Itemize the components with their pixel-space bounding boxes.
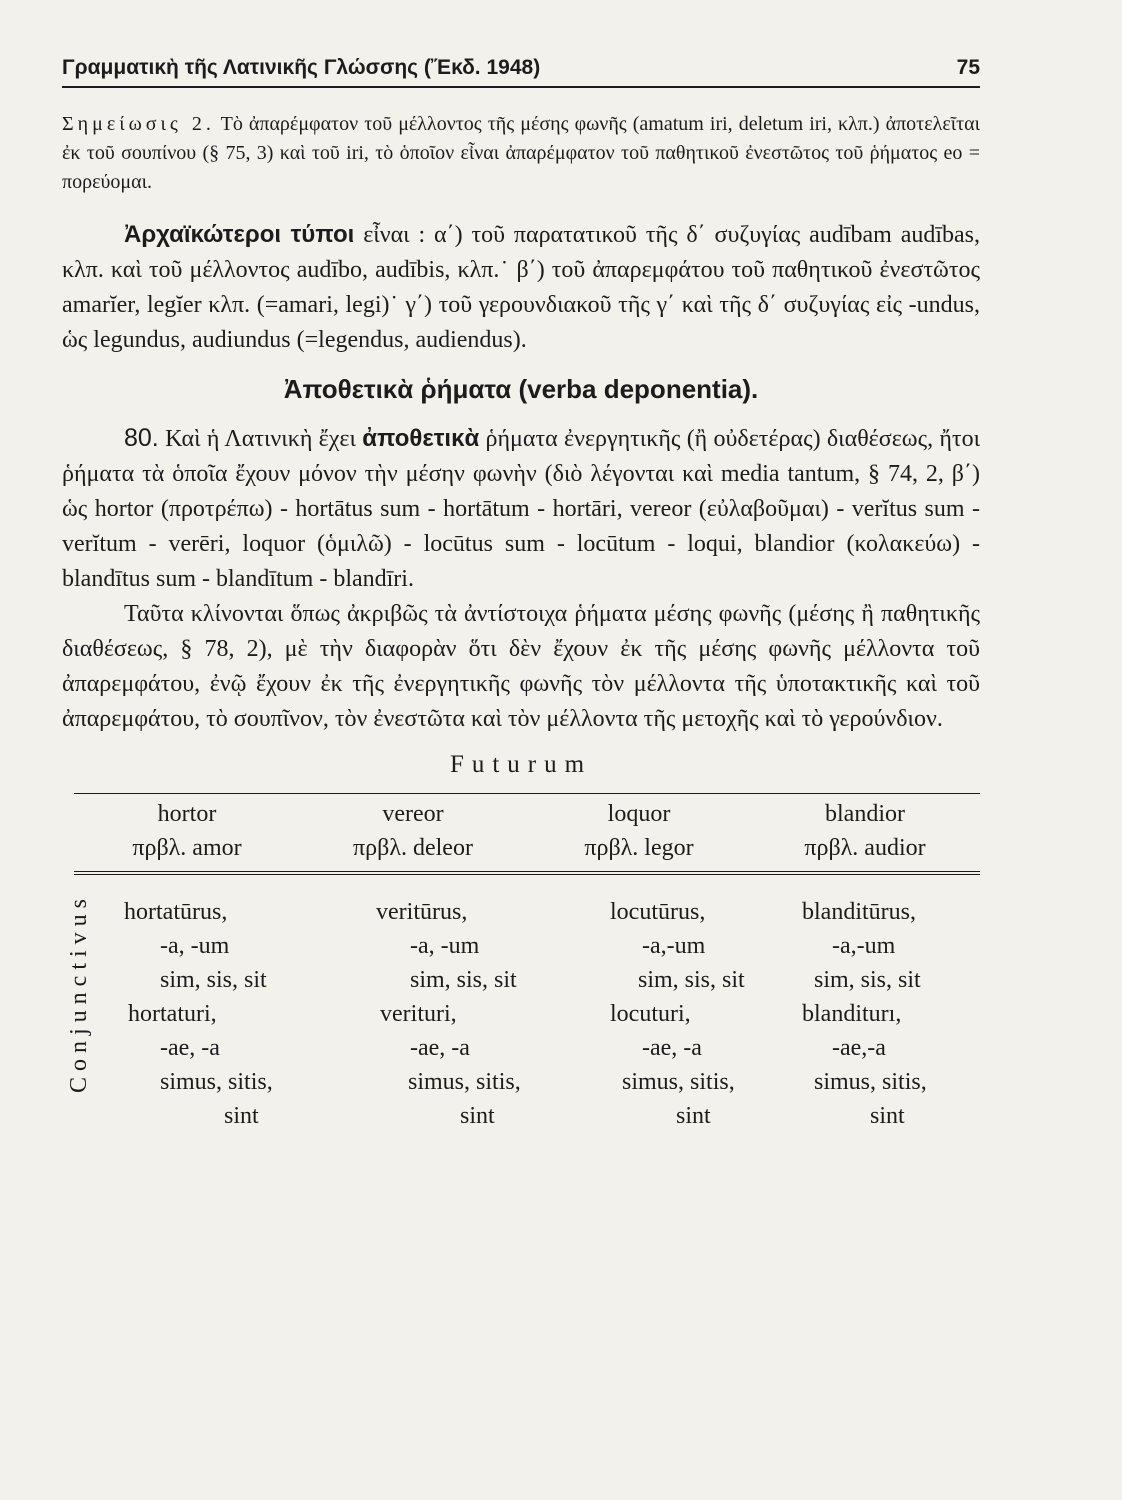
table-cell: blanditurı, bbox=[802, 1001, 902, 1027]
para80-pre: Καὶ ἡ Λατινικὴ ἔχει bbox=[165, 426, 356, 452]
page bbox=[62, 56, 980, 1133]
table-cell: -a,-um bbox=[642, 933, 706, 959]
table-header-compare bbox=[74, 831, 980, 865]
note-label: Σημείωσις 2. bbox=[62, 113, 215, 135]
table-cell: sint bbox=[224, 1103, 259, 1129]
para80-bold-term: ἀποθετικὰ bbox=[362, 425, 480, 452]
inflection-text: Ταῦτα κλίνονται ὅπως ἀκριβῶς τὰ ἀντίστοιχα ῥήματα μέσης φωνῆς (μέσης ἢ παθητικῆς διαθέσεως, § 78, 2), μὲ τὴν διαφορὰν ὅτι δὲν ἔχουν ἐκ τῆς μέσης φωνῆς μέλλοντα τοῦ ἀπαρεμφάτου, ἐνῷ ἔχουν ἐκ τῆς ἐνεργητικῆς φωνῆς τὸν μέλλοντα τῆς ὑποτακτικῆς καὶ τοῦ ἀπαρεμφάτου, τὸ σουπῖνον, τὸν ἐνεστῶτα καὶ τὸν μέλλοντα τῆς μετοχῆς καὶ τὸ γερούνδιον. bbox=[62, 601, 980, 732]
table-top-rule bbox=[74, 793, 980, 794]
header-compare: πρβλ. deleor bbox=[353, 835, 473, 861]
table-cell: -ae, -a bbox=[642, 1035, 702, 1061]
table-cell: sim, sis, sit bbox=[638, 967, 745, 993]
header-compare: πρβλ. audior bbox=[804, 835, 926, 861]
table-cell: -a, -um bbox=[160, 933, 230, 959]
table-cell: -ae, -a bbox=[410, 1035, 470, 1061]
side-label-conjunctivus: Conjunctivus bbox=[66, 892, 92, 1093]
table-cell: verituri, bbox=[380, 1001, 457, 1027]
table-cell: hortaturi, bbox=[128, 1001, 217, 1027]
table-cell: simus, sitis, bbox=[160, 1069, 273, 1095]
table-cell: sint bbox=[460, 1103, 495, 1129]
note-paragraph bbox=[62, 110, 980, 197]
paragraph-80 bbox=[62, 421, 980, 597]
note-text: Τὸ ἀπαρέμφατον τοῦ μέλλοντος τῆς μέσης φωνῆς (amatum iri, deletum iri, κλπ.) ἀποτελεῖται ἐκ τοῦ σουπίνου (§ 75, 3) καὶ τοῦ iri, τὸ ὁποῖον εἶναι ἀπαρέμφατον τοῦ παθητικοῦ ἐνεστῶτος τοῦ ῥήματος eo = πορεύομαι. bbox=[62, 113, 980, 193]
table-cell: locutūrus, bbox=[610, 899, 706, 925]
table-cell: -a, -um bbox=[410, 933, 480, 959]
table-cell: -a,-um bbox=[832, 933, 896, 959]
table-cell: -ae, -a bbox=[160, 1035, 220, 1061]
archaic-forms-paragraph bbox=[62, 217, 980, 358]
header-compare: πρβλ. amor bbox=[132, 835, 242, 861]
table-cell: sim, sis, sit bbox=[410, 967, 517, 993]
futurum-table bbox=[62, 793, 980, 1133]
header-title: Γραμματικὴ τῆς Λατινικῆς Γλώσσης (Ἔκδ. 1948) bbox=[62, 56, 541, 79]
table-cell: simus, sitis, bbox=[622, 1069, 735, 1095]
header-verb: loquor bbox=[607, 801, 671, 827]
paragraph-number: 80. bbox=[124, 424, 159, 452]
running-header bbox=[62, 56, 980, 88]
table-cell: simus, sitis, bbox=[814, 1069, 927, 1095]
table-cell: sint bbox=[676, 1103, 711, 1129]
futurum-title: Futurum bbox=[449, 751, 593, 778]
header-verb: hortor bbox=[157, 801, 217, 827]
table-cell: locuturi, bbox=[610, 1001, 691, 1027]
table-cell: sim, sis, sit bbox=[814, 967, 921, 993]
inflection-paragraph bbox=[62, 597, 980, 737]
table-cell: veritūrus, bbox=[376, 899, 468, 925]
page-number: 75 bbox=[956, 56, 980, 79]
para80-post: ῥήματα ἐνεργητικῆς (ἢ οὐδετέρας) διαθέσεως, ἤτοι ῥήματα τὰ ὁποῖα ἔχουν μόνον τὴν μέσην φωνὴν (διὸ λέγονται καὶ media tantum, § 74, 2, β΄) ὡς hortor (προτρέπω) - hortātus sum - hortātum - hortāri, vereor (εὐλαβοῦμαι) - verĭtus sum - verĭtum - verēri, loquor (ὁμιλῶ) - locūtus sum - locūtum - loqui, blandior (κολακεύω) - blandītus sum - blandītum - blandīri. bbox=[62, 426, 981, 592]
table-cell: blanditūrus, bbox=[802, 899, 916, 925]
table-header-verbs bbox=[74, 797, 980, 831]
header-verb: blandior bbox=[825, 801, 905, 827]
table-header-rule bbox=[74, 871, 980, 875]
table-cell: sint bbox=[870, 1103, 905, 1129]
table-cell: -ae,-a bbox=[832, 1035, 886, 1061]
section-heading: Ἀποθετικὰ ῥήματα (verba deponentia). bbox=[283, 374, 759, 404]
table-cell: sim, sis, sit bbox=[160, 967, 267, 993]
header-compare: πρβλ. legor bbox=[584, 835, 694, 861]
table-cell: simus, sitis, bbox=[408, 1069, 521, 1095]
table-cell: hortatūrus, bbox=[124, 899, 228, 925]
archaic-label: Ἀρχαϊκώτεροι τύποι bbox=[124, 221, 355, 248]
archaic-text: εἶναι : α΄) τοῦ παρατατικοῦ τῆς δ΄ συζυγίας audībam audības, κλπ. καὶ τοῦ μέλλοντος audībo, audībis, κλπ.˙ β΄) τοῦ ἀπαρεμφάτου τοῦ παθητικοῦ ἐνεστῶτος amarĭer, legĭer κλπ. (=amari, legi)˙ γ΄) τοῦ γερουνδιακοῦ τῆς γ΄ καὶ τῆς δ΄ συζυγίας εἰς -undus, ὡς legundus, audiundus (=legendus, audiendus). bbox=[62, 222, 981, 353]
header-verb: vereor bbox=[382, 801, 444, 827]
